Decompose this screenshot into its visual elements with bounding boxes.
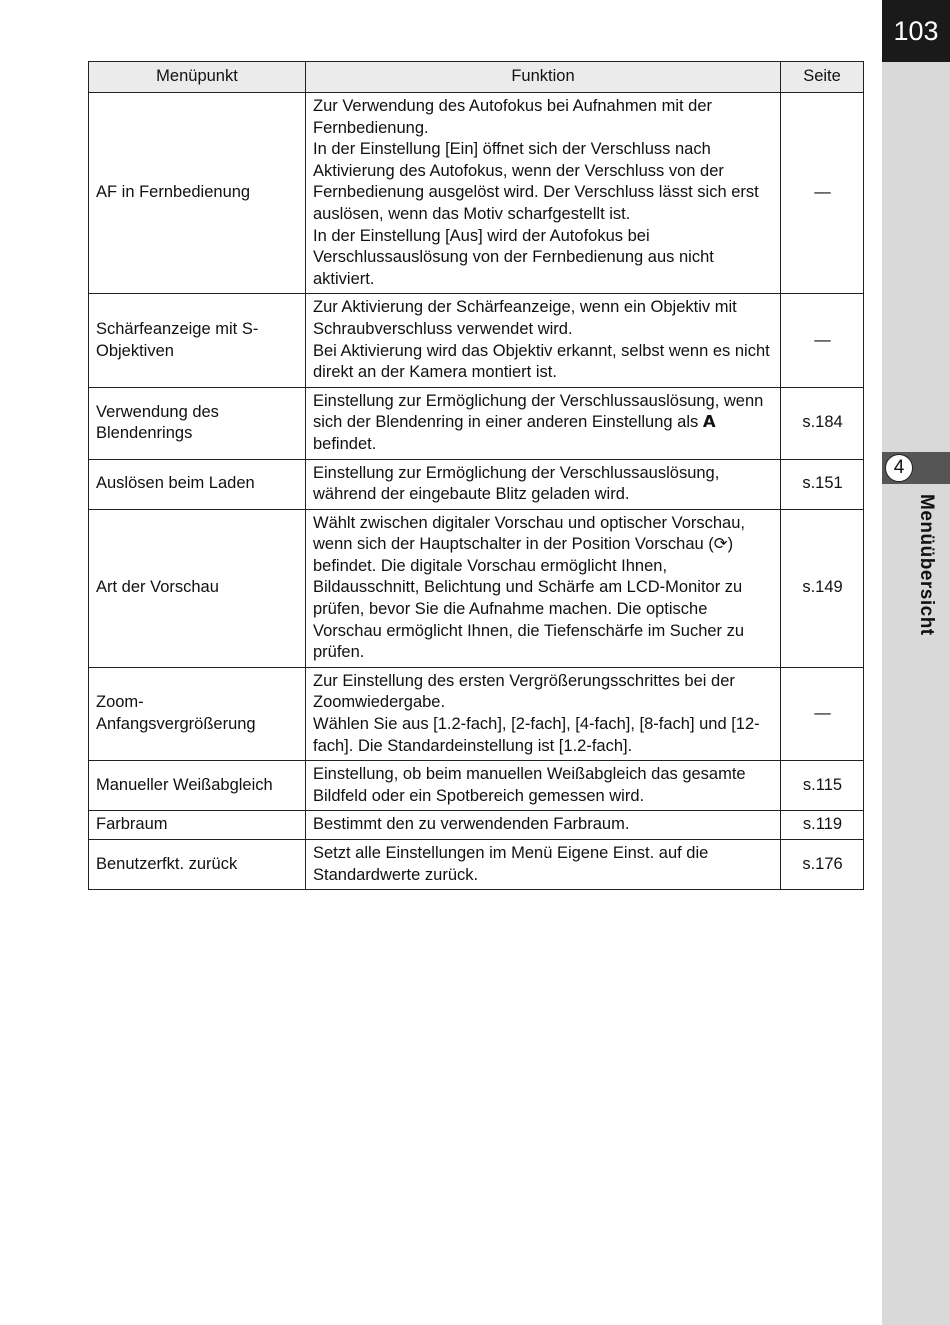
table-row bbox=[89, 840, 864, 890]
table-header-row bbox=[89, 62, 864, 93]
menu-item-function bbox=[306, 387, 781, 459]
menu-item-name: Auslösen beim Laden bbox=[89, 459, 306, 509]
function-paragraph: Wählt zwischen digitaler Vorschau und optischer Vorschau, wenn sich der Hauptschalter in der Position Vorschau (⟳) befindet. Die digitale Vorschau ermöglicht Ihnen, Bildausschnitt, Belichtung und Schärfe am LCD-Monitor zu prüfen, bevor Sie die Aufnahme machen. Die optische Vorschau ermöglicht Ihnen, die Tiefenschärfe im Sucher zu prüfen. bbox=[313, 513, 745, 662]
menu-item-name: Manueller Weißabgleich bbox=[89, 761, 306, 811]
function-paragraph: Einstellung zur Ermöglichung der Verschlussauslösung, wenn sich der Blendenring in einer anderen Einstellung als 𝗔 befindet. bbox=[313, 391, 764, 453]
menu-item-name: Verwendung des Blendenrings bbox=[89, 387, 306, 459]
menu-table bbox=[88, 61, 864, 890]
function-paragraph: Einstellung zur Ermöglichung der Verschlussauslösung, während der eingebaute Blitz geladen wird. bbox=[313, 463, 720, 504]
chapter-title: Menüübersicht bbox=[916, 494, 937, 636]
menu-item-name: Zoom-Anfangsvergrößerung bbox=[89, 667, 306, 760]
table-row bbox=[89, 93, 864, 294]
table-row bbox=[89, 667, 864, 760]
function-paragraph: Zur Aktivierung der Schärfeanzeige, wenn ein Objektiv mit Schraubverschluss verwendet wird. bbox=[313, 298, 737, 338]
menu-item-name: Art der Vorschau bbox=[89, 509, 306, 667]
menu-item-page-ref: s.149 bbox=[781, 509, 864, 667]
table-row bbox=[89, 811, 864, 840]
menu-item-function bbox=[306, 93, 781, 294]
menu-item-function bbox=[306, 811, 781, 840]
function-paragraph: Bei Aktivierung wird das Objektiv erkannt, selbst wenn es nicht direkt an der Kamera montiert ist. bbox=[313, 341, 770, 382]
header-page: Seite bbox=[781, 62, 864, 93]
function-paragraph: In der Einstellung [Ein] öffnet sich der Verschluss nach Aktivierung des Autofokus, wenn der Verschluss von der Fernbedienung ausgelöst wird. Der Verschluss lässt sich erst auslösen, wenn das Motiv scharfgestellt ist. bbox=[313, 140, 759, 223]
menu-item-function bbox=[306, 509, 781, 667]
header-item: Menüpunkt bbox=[89, 62, 306, 93]
menu-item-function bbox=[306, 667, 781, 760]
page-number: 103 bbox=[882, 0, 950, 62]
menu-item-page-ref: s.119 bbox=[781, 811, 864, 840]
table-row bbox=[89, 387, 864, 459]
menu-item-page-ref: s.115 bbox=[781, 761, 864, 811]
function-paragraph: Zur Verwendung des Autofokus bei Aufnahmen mit der Fernbedienung. bbox=[313, 97, 712, 137]
menu-item-function bbox=[306, 294, 781, 387]
function-paragraph: Wählen Sie aus [1.2-fach], [2-fach], [4-fach], [8-fach] und [12-fach]. Die Standardeinstellung ist [1.2-fach]. bbox=[313, 715, 760, 755]
menu-item-page-ref: — bbox=[781, 93, 864, 294]
menu-item-page-ref: — bbox=[781, 667, 864, 760]
table-row bbox=[89, 294, 864, 387]
menu-item-function bbox=[306, 840, 781, 890]
table-row bbox=[89, 459, 864, 509]
function-paragraph: Zur Einstellung des ersten Vergrößerungsschrittes bei der Zoomwiedergabe. bbox=[313, 671, 735, 712]
menu-item-page-ref: s.176 bbox=[781, 840, 864, 890]
table-row bbox=[89, 509, 864, 667]
menu-item-function bbox=[306, 761, 781, 811]
menu-item-page-ref: s.151 bbox=[781, 459, 864, 509]
chapter-sidebar bbox=[882, 0, 950, 1325]
menu-item-page-ref: s.184 bbox=[781, 387, 864, 459]
menu-item-name: Benutzerfkt. zurück bbox=[89, 840, 306, 890]
menu-item-name: AF in Fernbedienung bbox=[89, 93, 306, 294]
function-paragraph: Setzt alle Einstellungen im Menü Eigene Einst. auf die Standardwerte zurück. bbox=[313, 844, 709, 884]
function-paragraph: Einstellung, ob beim manuellen Weißabgleich das gesamte Bildfeld oder ein Spotbereich gemessen wird. bbox=[313, 765, 746, 805]
table-row bbox=[89, 761, 864, 811]
header-function: Funktion bbox=[306, 62, 781, 93]
menu-item-name: Farbraum bbox=[89, 811, 306, 840]
menu-item-name: Schärfeanzeige mit S-Objektiven bbox=[89, 294, 306, 387]
menu-item-function bbox=[306, 459, 781, 509]
menu-item-page-ref: — bbox=[781, 294, 864, 387]
function-paragraph: Bestimmt den zu verwendenden Farbraum. bbox=[313, 815, 630, 834]
chapter-number: 4 bbox=[885, 454, 913, 482]
function-paragraph: In der Einstellung [Aus] wird der Autofokus bei Verschlussauslösung von der Fernbedienung aus nicht aktiviert. bbox=[313, 226, 714, 288]
